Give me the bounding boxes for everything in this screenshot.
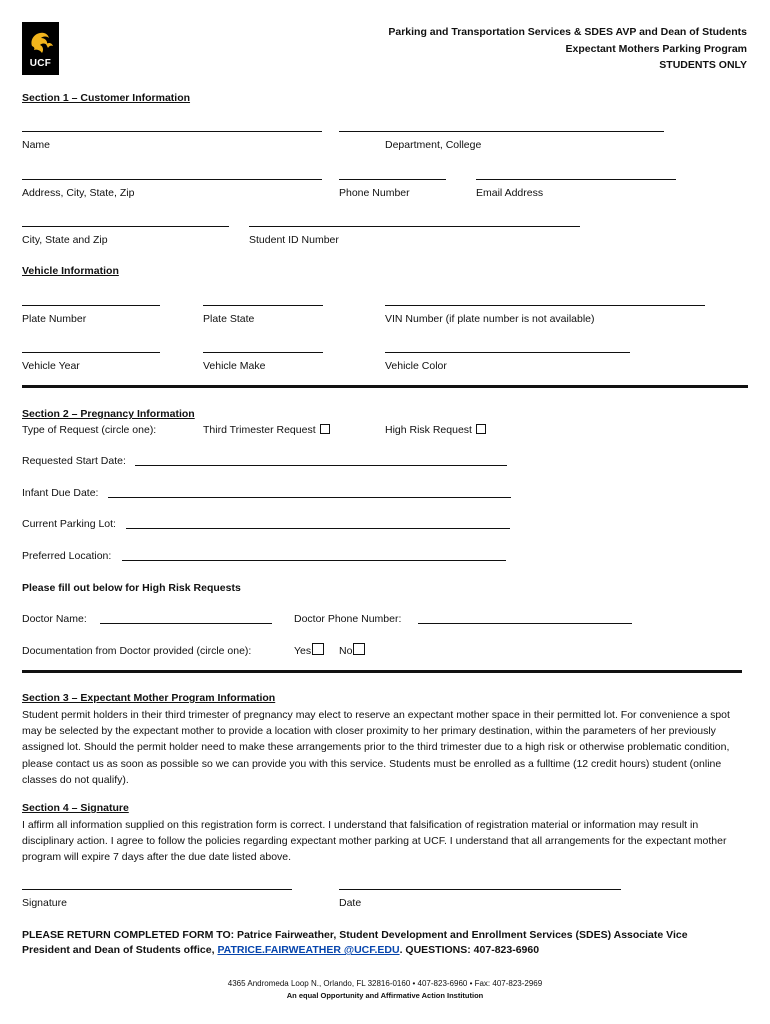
name-field[interactable] — [22, 131, 322, 132]
department-field[interactable] — [339, 131, 664, 132]
no-label: No — [339, 645, 353, 657]
plate-number-field[interactable] — [22, 305, 160, 306]
current-lot-label: Current Parking Lot: — [22, 518, 116, 530]
current-lot-field[interactable] — [126, 518, 510, 529]
logo-text: UCF — [29, 58, 52, 69]
email-link[interactable]: PATRICE.FAIRWEATHER @UCF.EDU — [217, 944, 400, 956]
vehicle-make-label: Vehicle Make — [203, 360, 266, 372]
vehicle-color-label: Vehicle Color — [385, 360, 447, 372]
doctor-phone-label: Doctor Phone Number: — [294, 613, 402, 625]
high-risk-option[interactable] — [385, 424, 486, 436]
start-date-label: Requested Start Date: — [22, 455, 126, 467]
questions-text: . QUESTIONS: 407-823-6960 — [399, 944, 540, 956]
yes-label: Yes — [294, 645, 312, 657]
student-id-field[interactable] — [249, 226, 580, 227]
documentation-label: Documentation from Doctor provided (circle one): — [22, 645, 252, 657]
section-3-title: Section 3 – Expectant Mother Program Information — [22, 692, 276, 704]
no-checkbox[interactable] — [353, 643, 365, 655]
vehicle-make-field[interactable] — [203, 352, 323, 353]
student-id-label: Student ID Number — [249, 234, 339, 246]
section-divider — [22, 670, 742, 673]
doctor-name-label: Doctor Name: — [22, 613, 87, 625]
signature-field[interactable] — [22, 889, 292, 890]
third-trimester-option[interactable] — [203, 424, 330, 436]
ucf-logo — [22, 22, 59, 75]
section-1-title: Section 1 – Customer Information — [22, 92, 191, 104]
start-date-field[interactable] — [135, 455, 507, 466]
pegasus-icon — [22, 26, 59, 62]
plate-state-field[interactable] — [203, 305, 323, 306]
vehicle-year-field[interactable] — [22, 352, 160, 353]
high-risk-heading: Please fill out below for High Risk Requests — [22, 582, 241, 594]
return-note-line-1: PLEASE RETURN COMPLETED FORM TO: Patrice Fairweather, Student Development and Enrollment Services (SDES) Associate Vice — [22, 929, 688, 941]
city-state-zip-field[interactable] — [22, 226, 229, 227]
date-field[interactable] — [339, 889, 621, 890]
third-trimester-checkbox[interactable] — [320, 424, 330, 434]
section-4-title: Section 4 – Signature — [22, 802, 129, 814]
section-3-body: Student permit holders in their third trimester of pregnancy may elect to reserve an expectant mother space in their permitted lot. For convenience a spot may be selected by the expectant mother to provide a location with closer proximity to her primary destination, within the parameters of her previously assigned lot. Should the permit holder need to make these arrangements prior to the third trimester due to a high risk or otherwise problematic condition, please contact us as soon as possible so we can provide you with this service. Students must be enrolled as a fulltime (12 credit hours) student (online classes do not qualify). — [22, 709, 730, 786]
documentation-no-option[interactable] — [339, 643, 365, 657]
header-line-3: STUDENTS ONLY — [659, 59, 747, 71]
footer-address: 4365 Andromeda Loop N., Orlando, FL 32816-0160 • 407-823-6960 • Fax: 407-823-2969 — [227, 979, 543, 988]
vehicle-title: Vehicle Information — [22, 265, 119, 277]
documentation-yes-option[interactable] — [294, 643, 324, 657]
header-line-1: Parking and Transportation Services & SDES AVP and Dean of Students — [388, 26, 747, 38]
header-line-2: Expectant Mothers Parking Program — [565, 42, 747, 55]
request-type-label: Type of Request (circle one): — [22, 424, 157, 436]
preferred-location-label: Preferred Location: — [22, 550, 112, 562]
vehicle-year-label: Vehicle Year — [22, 360, 80, 372]
return-note-line-2 — [22, 944, 539, 956]
return-note-text: President and Dean of Students office, — [22, 944, 218, 956]
address-field[interactable] — [22, 179, 322, 180]
phone-label: Phone Number — [339, 187, 410, 199]
preferred-location-field[interactable] — [122, 550, 506, 561]
due-date-label: Infant Due Date: — [22, 487, 99, 499]
signature-label: Signature — [22, 897, 67, 909]
section-divider — [22, 385, 748, 388]
vin-label: VIN Number (if plate number is not available) — [385, 313, 595, 325]
vehicle-color-field[interactable] — [385, 352, 630, 353]
email-field[interactable] — [476, 179, 676, 180]
footer-eoe: An equal Opportunity and Affirmative Action Institution — [286, 991, 484, 1000]
high-risk-label: High Risk Request — [385, 424, 472, 436]
section-2-title: Section 2 – Pregnancy Information — [22, 408, 195, 420]
city-state-zip-label: City, State and Zip — [22, 234, 108, 246]
form-header — [388, 24, 747, 74]
high-risk-checkbox[interactable] — [476, 424, 486, 434]
name-label: Name — [22, 139, 51, 151]
email-label: Email Address — [476, 187, 544, 199]
doctor-phone-field[interactable] — [418, 613, 632, 624]
vin-field[interactable] — [385, 305, 705, 306]
address-label: Address, City, State, Zip — [22, 187, 135, 199]
phone-field[interactable] — [339, 179, 446, 180]
section-4-body: I affirm all information supplied on this registration form is correct. I understand that falsification of registration material or information may result in disciplinary action. I agree to follow the policies regarding expectant mother parking at UCF. I understand that all arrangements for the expectant mother program will expire 7 days after the due date listed above. — [22, 819, 727, 864]
date-label: Date — [339, 897, 362, 909]
yes-checkbox[interactable] — [312, 643, 324, 655]
third-trimester-label: Third Trimester Request — [203, 424, 316, 436]
due-date-field[interactable] — [108, 487, 511, 498]
doctor-name-field[interactable] — [100, 613, 272, 624]
plate-state-label: Plate State — [203, 313, 255, 325]
department-label: Department, College — [385, 139, 482, 151]
plate-number-label: Plate Number — [22, 313, 87, 325]
